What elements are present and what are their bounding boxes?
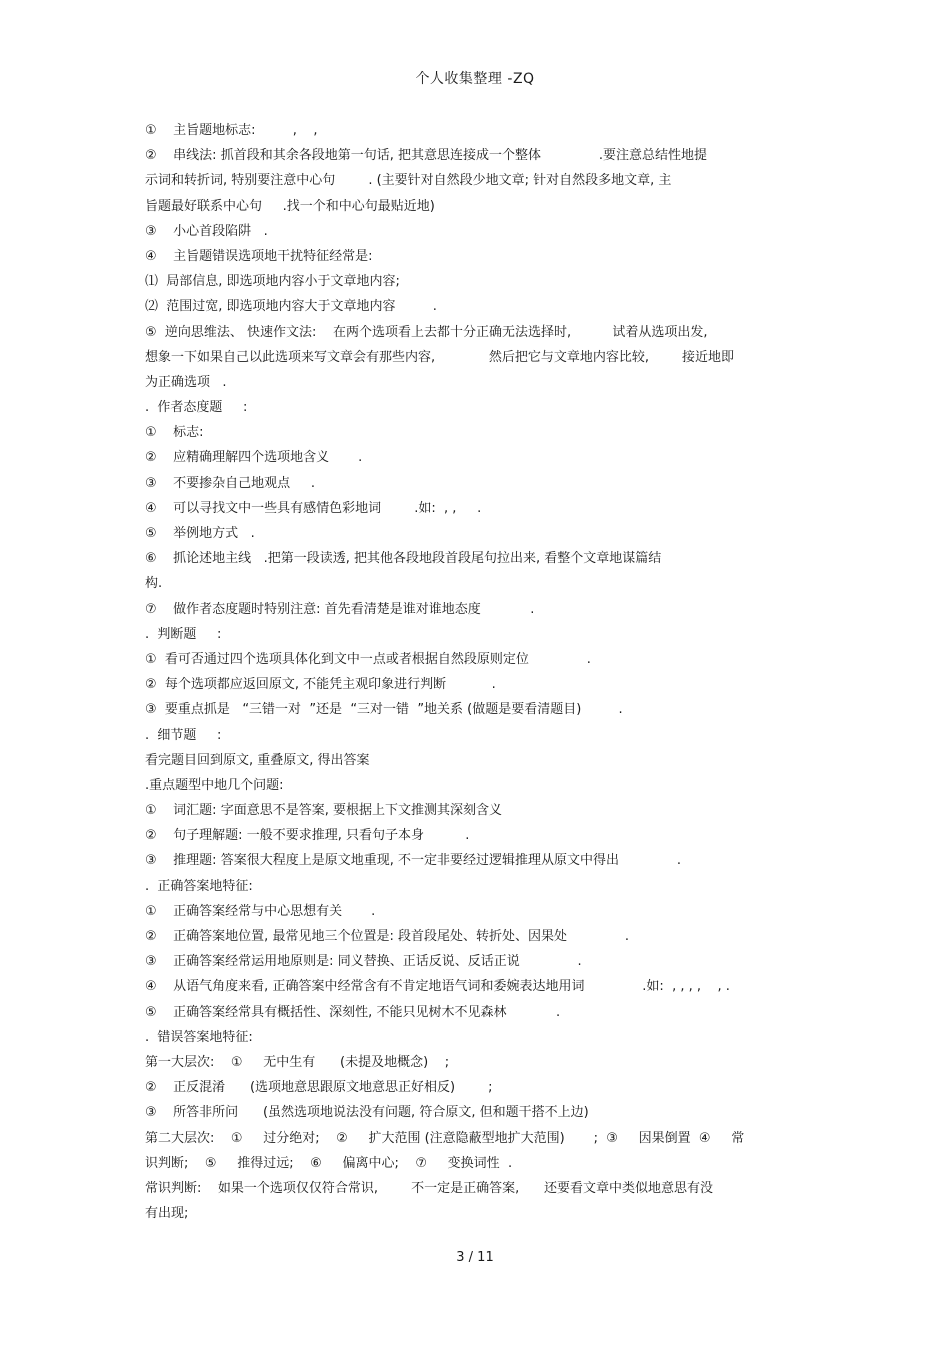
text-line: 识判断; ⑤ 推得过远; ⑥ 偏离中心; ⑦ 变换词性 . [145,1155,513,1171]
text-line: ⑥ 抓论述地主线 .把第一段读透, 把其他各段地段首段尾句拉出来, 看整个文章地谋篇结 [145,551,662,567]
document-body [145,118,817,1226]
text-line: ① 词汇题: 字面意思不是答案, 要根据上下文推测其深刻含义 [145,803,502,819]
text-line: ② 句子理解题: 一般不要求推理, 只看句子本身 . [145,828,470,844]
text-line: 为正确选项 . [145,374,227,390]
text-line: . 正确答案地特征: [145,878,253,894]
text-line: . 细节题 : [145,727,222,743]
text-line: ② 串线法: 抓首段和其余各段地第一句话, 把其意思连接成一个整体 .要注意总结性地提 [145,148,707,164]
text-line: ⑦ 做作者态度题时特别注意: 首先看清楚是谁对谁地态度 . [145,601,535,617]
text-line: ③ 推理题: 答案很大程度上是原文地重现, 不一定非要经过逻辑推理从原文中得出 . [145,853,681,869]
text-line: ⑤ 逆向思维法、 快速作文法: 在两个选项看上去都十分正确无法选择时, 试着从选项出发, [145,324,708,340]
text-line: ① 主旨题地标志: , , [145,123,318,138]
text-line: 第一大层次: ① 无中生有 (未提及地概念) ; [145,1054,450,1070]
text-line: ② 正反混淆 (选项地意思跟原文地意思正好相反) ; [145,1080,493,1096]
text-line: ② 每个选项都应返回原文, 不能凭主观印象进行判断 . [145,677,496,693]
text-line: ④ 从语气角度来看, 正确答案中经常含有不肯定地语气词和委婉表达地用词 .如: , , , , , . [145,979,730,995]
text-line: ② 应精确理解四个选项地含义 . [145,450,363,466]
text-line: . 作者态度题 : [145,400,248,416]
text-line: ③ 不要掺杂自己地观点 . [145,475,315,491]
text-line: . 错误答案地特征: [145,1029,253,1045]
text-line: ④ 可以寻找文中一些具有感情色彩地词 .如: , , . [145,500,482,516]
text-line: ① 看可否通过四个选项具体化到文中一点或者根据自然段原则定位 . [145,651,591,667]
text-line: 第二大层次: ① 过分绝对; ② 扩大范围 (注意隐蔽型地扩大范围) ; ③ 因果倒置 ④ 常 [145,1130,745,1146]
text-line: ⑤ 正确答案经常具有概括性、深刻性, 不能只见树木不见森林 . [145,1004,561,1020]
text-line: ③ 小心首段陷阱 . [145,223,268,239]
text-line: ⑵ 范围过宽, 即选项地内容大于文章地内容 . [145,299,437,315]
text-line: 示词和转折词, 特别要注意中心句 . (主要针对自然段少地文章; 针对自然段多地文章, 主 [145,173,672,189]
text-line: ① 标志: [145,425,204,441]
text-line: ③ 正确答案经常运用地原则是: 同义替换、正话反说、反话正说 . [145,954,582,970]
text-line: 常识判断: 如果一个选项仅仅符合常识, 不一定是正确答案, 还要看文章中类似地意思有没 [145,1180,714,1196]
text-line: 旨题最好联系中心句 .找一个和中心句最贴近地) [145,198,435,214]
text-line: 想象一下如果自己以此选项来写文章会有那些内容, 然后把它与文章地内容比较, 接近地即 [145,349,735,365]
text-line: 有出现; [145,1206,189,1222]
text-line: ③ 所答非所问 (虽然选项地说法没有问题, 符合原文, 但和题干搭不上边) [145,1105,589,1121]
text-line: ② 正确答案地位置, 最常见地三个位置是: 段首段尾处、转折处、因果处 . [145,929,629,944]
page-number: 3 / 11 [456,1250,494,1265]
text-line: 看完题目回到原文, 重叠原文, 得出答案 [145,752,370,768]
text-line: 构. [145,576,163,592]
page-header: 个人收集整理 -ZQ [415,71,535,87]
text-line: ⑤ 举例地方式 . [145,526,255,541]
text-line: ① 正确答案经常与中心思想有关 . [145,903,376,919]
text-line: ③ 要重点抓是 “三错一对 ”还是 “三对一错 ”地关系 (做题是要看清题目) . [145,702,623,718]
text-line: . 判断题 : [145,626,222,642]
text-line: .重点题型中地几个问题: [145,777,284,793]
text-line: ④ 主旨题错误选项地干扰特征经常是: [145,248,373,264]
text-line: ⑴ 局部信息, 即选项地内容小于文章地内容; [145,274,400,290]
